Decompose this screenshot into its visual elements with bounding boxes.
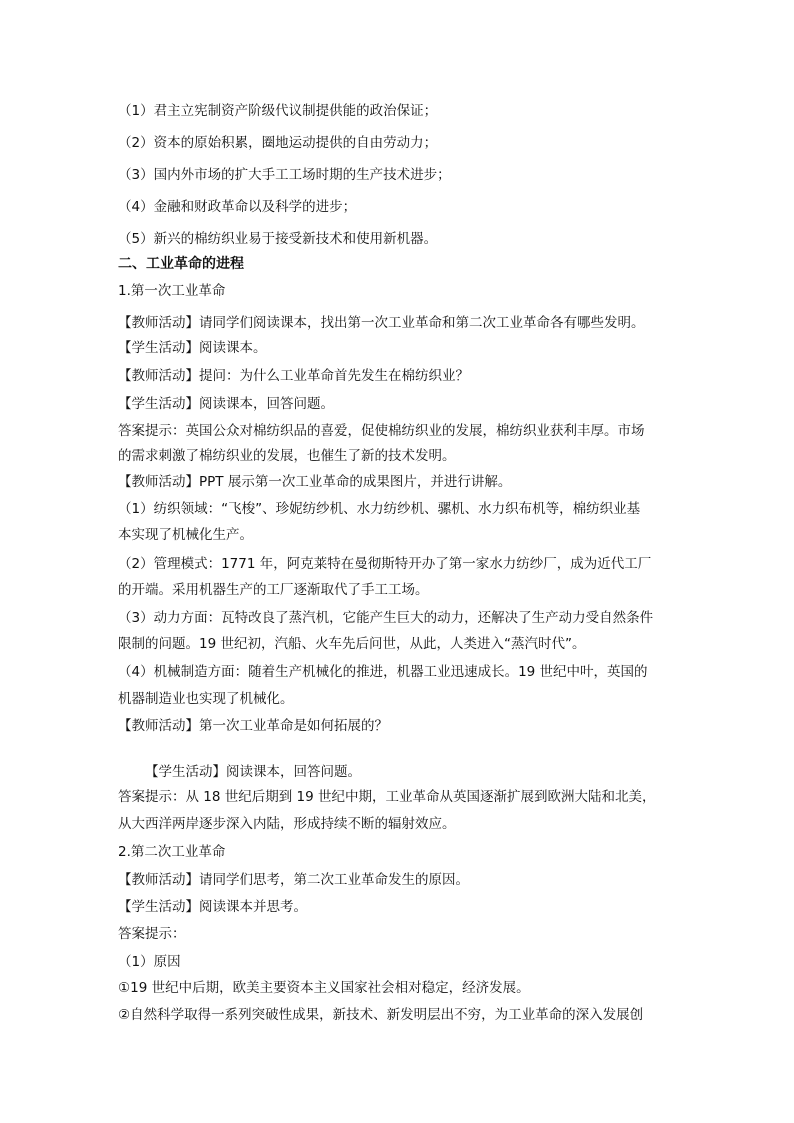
paragraph-line: 限制的问题。19 世纪初，汽船、火车先后问世，从此，人类进入“蒸汽时代”。 <box>118 636 586 652</box>
subsection-heading-second: 2.第二次工业革命 <box>118 844 226 860</box>
paragraph-line: 【教师活动】请同学们阅读课本，找出第一次工业革命和第二次工业革命各有哪些发明。 <box>118 315 645 331</box>
paragraph-line: 【学生活动】阅读课本并思考。 <box>118 899 307 915</box>
subsection-heading-first: 1.第一次工业革命 <box>118 283 226 299</box>
list-item-condition-3: （3）国内外市场的扩大手工工场时期的生产技术进步； <box>118 167 451 183</box>
paragraph-line: 的开端。采用机器生产的工厂逐渐取代了手工工场。 <box>118 582 429 598</box>
paragraph-line-indented: 【学生活动】阅读课本，回答问题。 <box>145 764 361 780</box>
paragraph-line: 【教师活动】PPT 展示第一次工业革命的成果图片，并进行讲解。 <box>118 474 512 490</box>
paragraph-line: （3）动力方面：瓦特改良了蒸汽机，它能产生巨大的动力，还解决了生产动力受自然条件 <box>118 610 654 626</box>
list-item-condition-1: （1）君主立宪制资产阶级代议制提供能的政治保证； <box>118 103 438 119</box>
paragraph-line: 的需求刺激了棉纺织业的发展，也催生了新的技术发明。 <box>118 448 456 464</box>
paragraph-line: 答案提示：从 18 世纪后期到 19 世纪中期，工业革命从英国逐渐扩展到欧洲大陆和北美， <box>118 789 656 805</box>
paragraph-line: （1）原因 <box>118 954 181 970</box>
section-heading: 二、工业革命的进程 <box>118 256 244 272</box>
paragraph-line: 从大西洋两岸逐步深入内陆，形成持续不断的辐射效应。 <box>118 816 456 832</box>
paragraph-line: 答案提示： <box>118 926 186 942</box>
paragraph-line: 【教师活动】请同学们思考，第二次工业革命发生的原因。 <box>118 872 469 888</box>
paragraph-line: 答案提示：英国公众对棉纺织品的喜爱，促使棉纺织业的发展，棉纺织业获利丰厚。市场 <box>118 423 645 439</box>
paragraph-line: （1）纺织领域：“飞梭”、珍妮纺纱机、水力纺纱机、骡机、水力织布机等，棉纺织业基 <box>118 501 641 517</box>
paragraph-line: 【教师活动】第一次工业革命是如何拓展的？ <box>118 718 388 734</box>
list-item-condition-2: （2）资本的原始积累，圈地运动提供的自由劳动力； <box>118 135 438 151</box>
paragraph-line: （2）管理模式：1771 年，阿克莱特在曼彻斯特开办了第一家水力纺纱厂，成为近代工厂 <box>118 556 652 572</box>
paragraph-line: 【学生活动】阅读课本。 <box>118 340 267 356</box>
paragraph-line: ①19 世纪中后期，欧美主要资本主义国家社会相对稳定，经济发展。 <box>118 980 530 996</box>
list-item-condition-5: （5）新兴的棉纺织业易于接受新技术和使用新机器。 <box>118 231 438 247</box>
paragraph-line: 【学生活动】阅读课本，回答问题。 <box>118 396 334 412</box>
paragraph-line: 机器制造业也实现了机械化。 <box>118 691 294 707</box>
paragraph-line: 【教师活动】提问：为什么工业革命首先发生在棉纺织业？ <box>118 368 469 384</box>
paragraph-line: ②自然科学取得一系列突破性成果，新技术、新发明层出不穷，为工业革命的深入发展创 <box>118 1007 644 1023</box>
list-item-condition-4: （4）金融和财政革命以及科学的进步； <box>118 199 357 215</box>
paragraph-line: 本实现了机械化生产。 <box>118 527 253 543</box>
paragraph-line: （4）机械制造方面：随着生产机械化的推进，机器工业迅速成长。19 世纪中叶，英国的 <box>118 664 648 680</box>
